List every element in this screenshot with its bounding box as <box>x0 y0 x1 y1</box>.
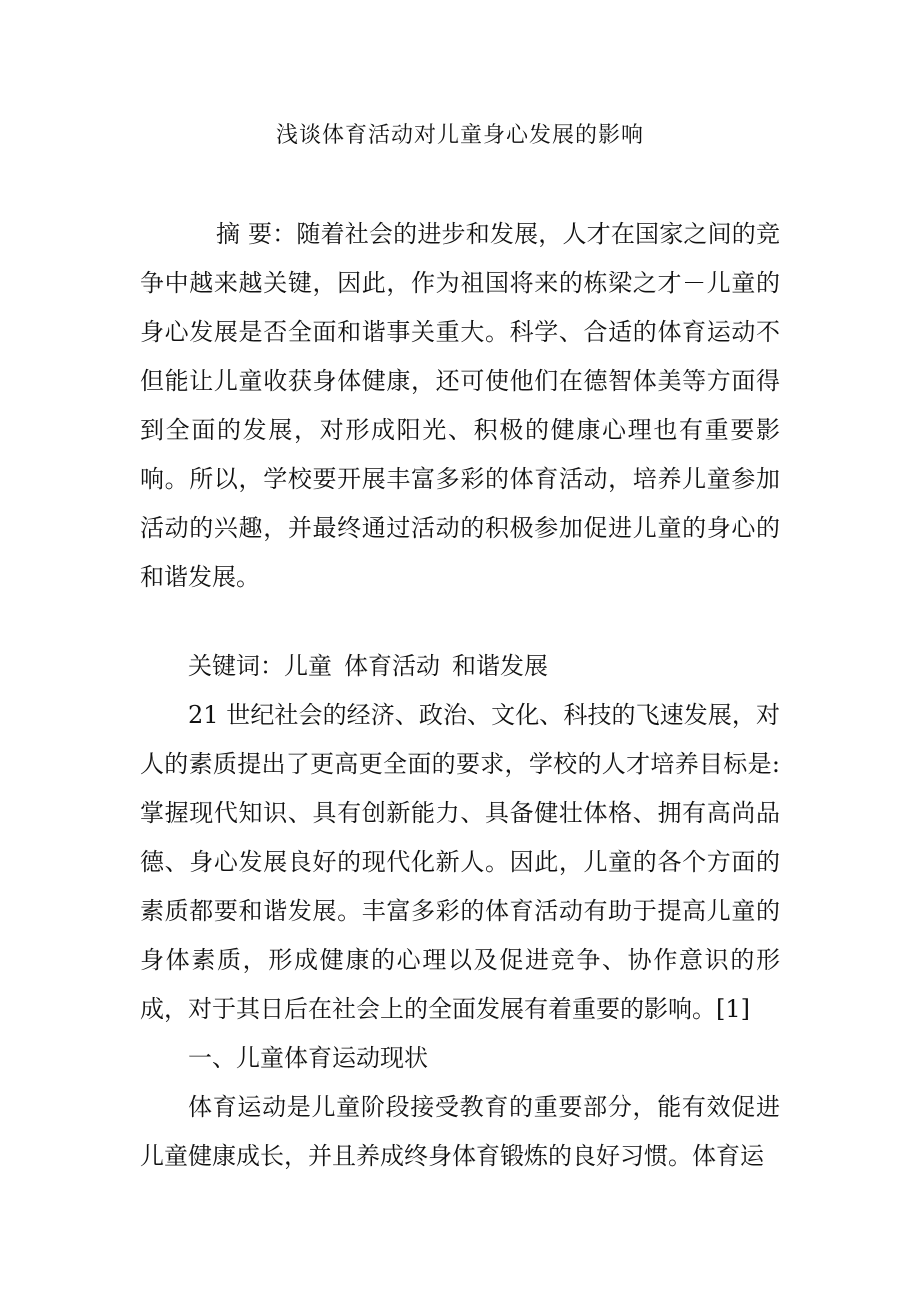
abstract-text: 随着社会的进步和发展，人才在国家之间的竞争中越来越关键，因此，作为祖国将来的栋梁之才－儿童的身心发展是否全面和谐事关重大。科学、合适的体育运动不但能让儿童收获身体健康，还可使他们在德智体美等方面得到全面的发展，对形成阳光、积极的健康心理也有重要影响。所以，学校要开展丰富多彩的体育活动，培养儿童参加活动的兴趣，并最终通过活动的积极参加促进儿童的身心的和谐发展。 <box>140 220 780 591</box>
keyword-item: 儿童 <box>284 652 332 680</box>
body-paragraph: 21 世纪社会的经济、政治、文化、科技的飞速发展，对人的素质提出了更高更全面的要求，学校的人才培养目标是:掌握现代知识、具有创新能力、具备健壮体格、拥有高尚品德、身心发展良好的现代化新人。因此，儿童的各个方面的素质都要和谐发展。丰富多彩的体育活动有助于提高儿童的身体素质，形成健康的心理以及促进竞争、协作意识的形成，对于其日后在社会上的全面发展有着重要的影响。[1] <box>140 701 780 1023</box>
abstract-label: 摘 要： <box>216 220 297 248</box>
keywords-label: 关键词： <box>188 652 284 680</box>
keywords-line <box>140 642 780 691</box>
section-heading: 一、儿童体育运动现状 <box>188 1044 428 1072</box>
keyword-item: 和谐发展 <box>452 652 548 680</box>
paper-title: 浅谈体育活动对儿童身心发展的影响 <box>275 123 644 148</box>
keyword-item: 体育活动 <box>344 652 440 680</box>
abstract-paragraph <box>140 210 780 602</box>
body-paragraph: 体育运动是儿童阶段接受教育的重要部分，能有效促进儿童健康成长，并且养成终身体育锻炼的良好习惯。体育运 <box>140 1093 780 1170</box>
